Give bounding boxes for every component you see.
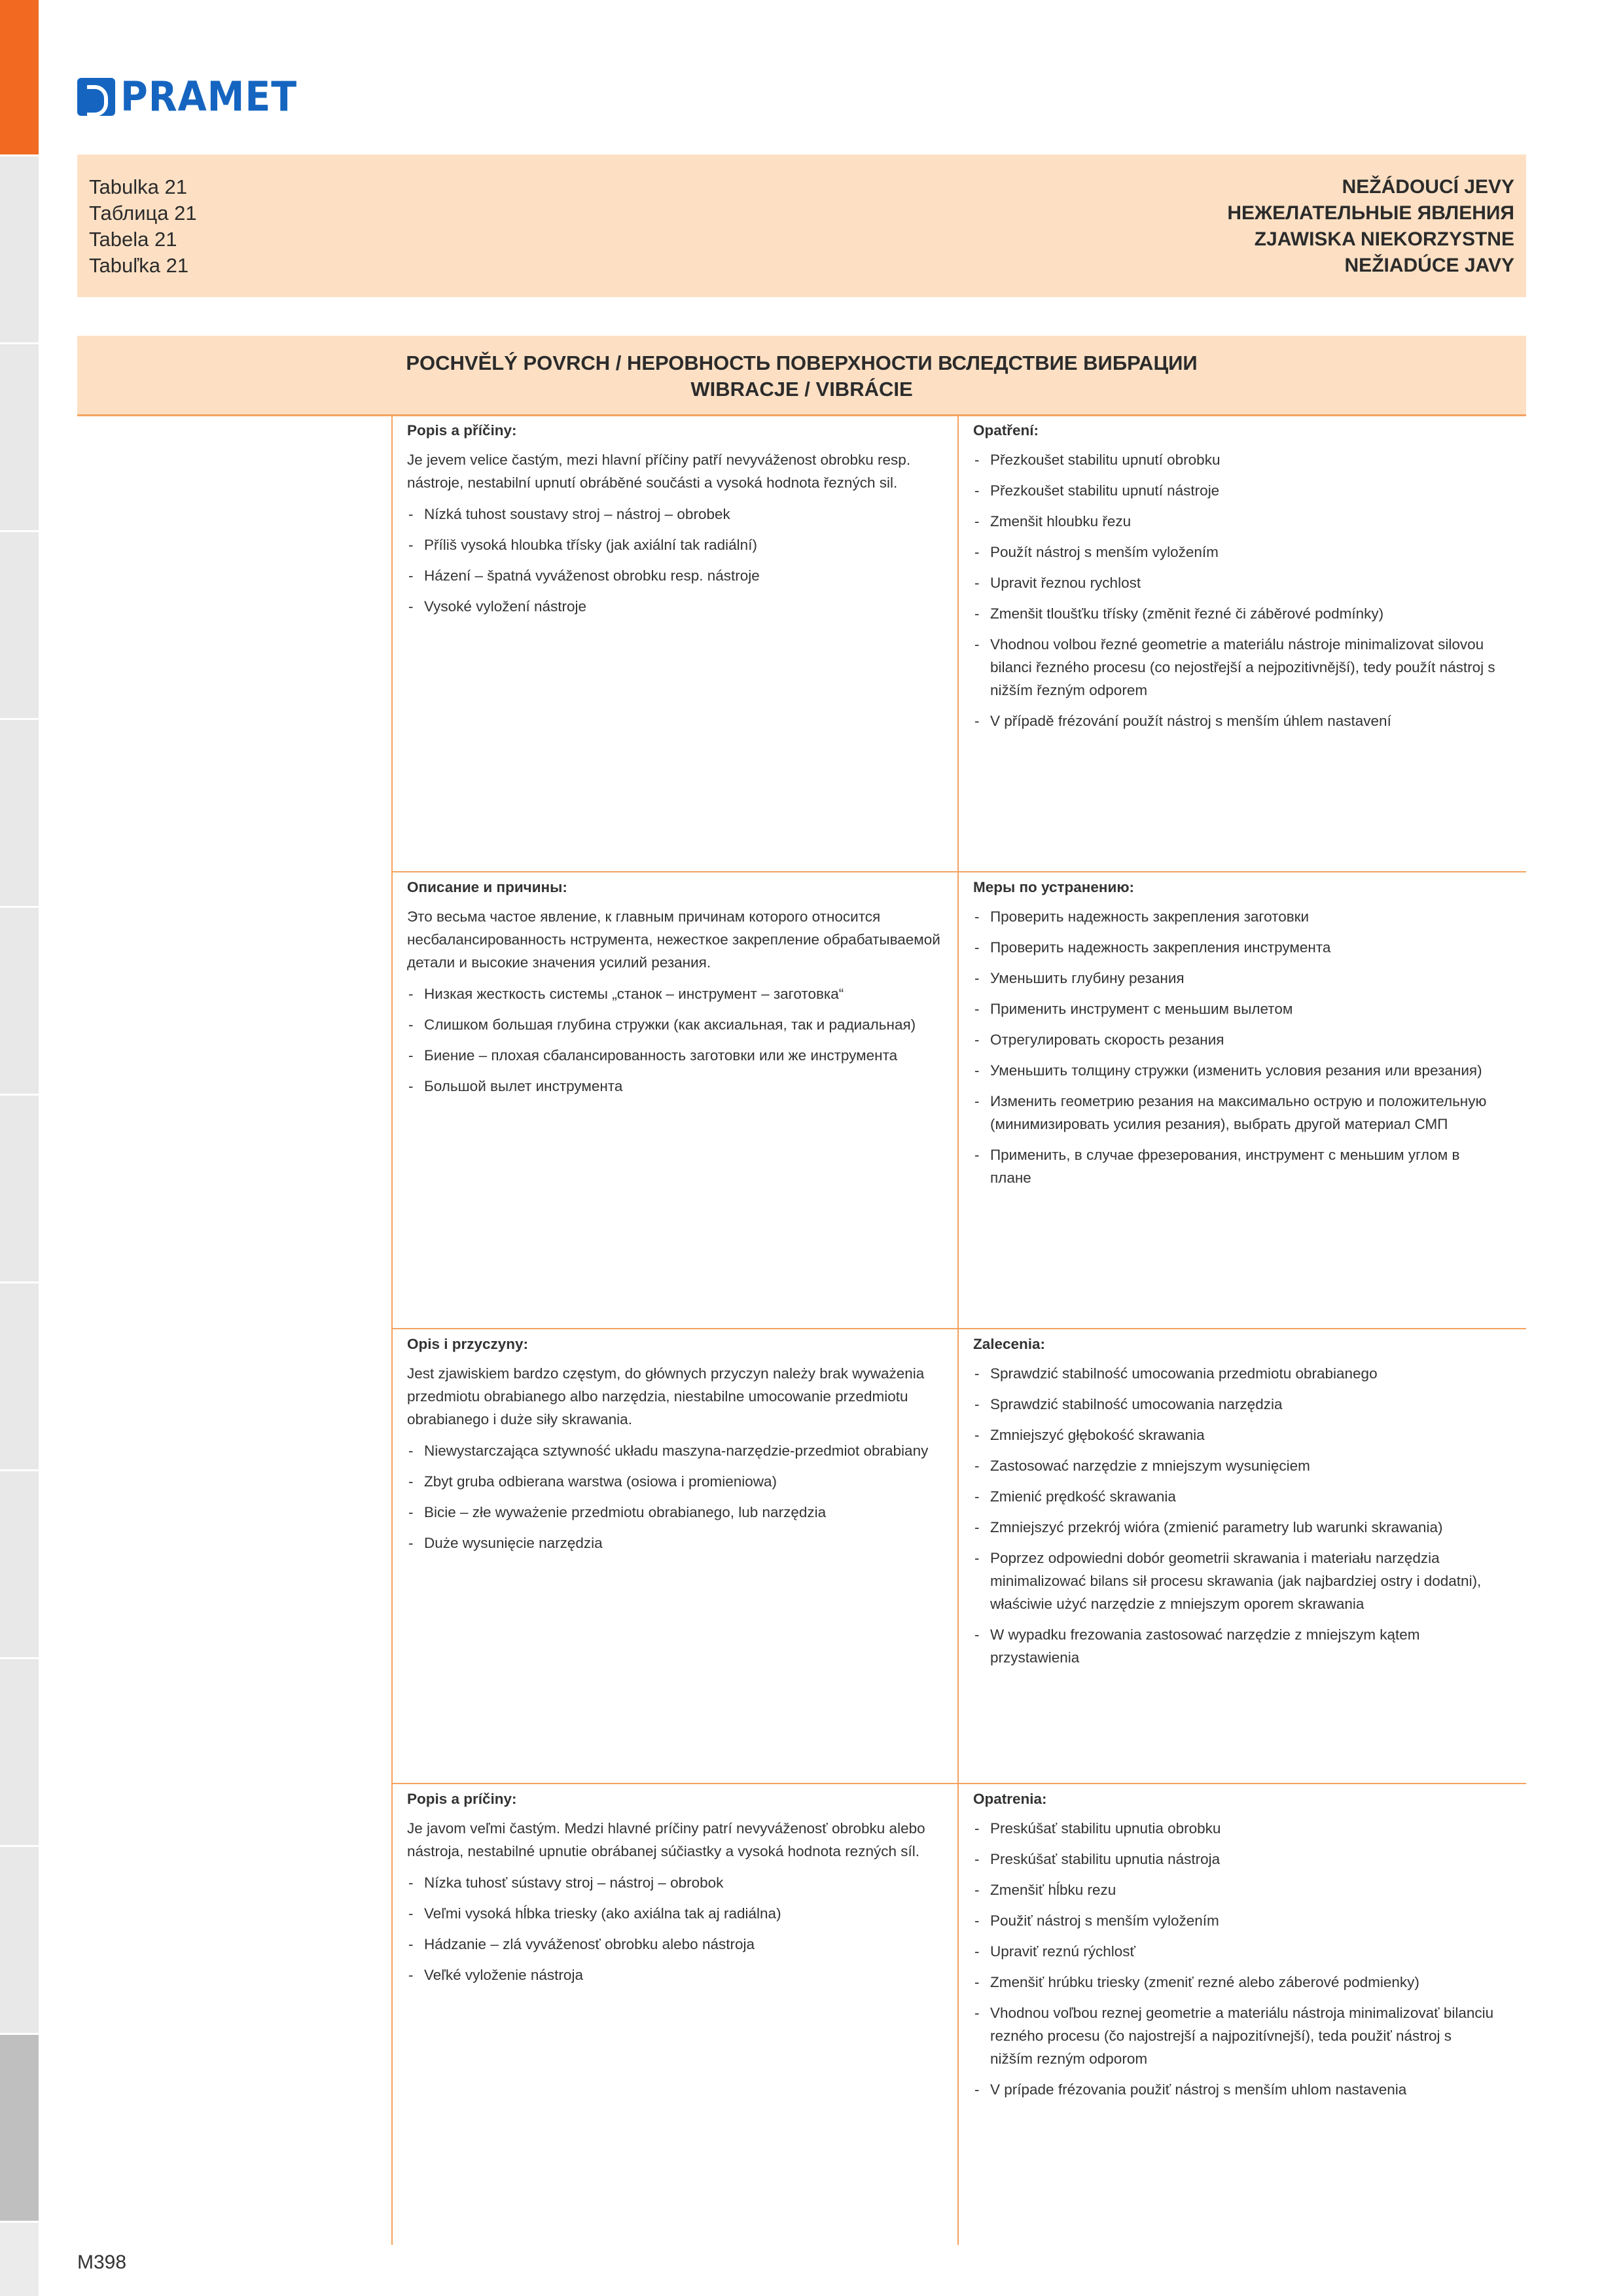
causes-heading: Popis a príčiny:	[407, 1791, 517, 1807]
measure-item: - Sprawdzić stabilność umocowania narzędzia	[973, 1393, 1497, 1416]
table-topic	[1227, 174, 1514, 279]
measure-item: - Zastosować narzędzie z mniejszym wysunięciem	[973, 1454, 1497, 1477]
causes-heading: Popis a příčiny:	[407, 422, 517, 439]
causes-heading: Opis i przyczyny:	[407, 1336, 529, 1352]
measures-cell-ru	[973, 876, 1497, 1197]
cause-item: - Hádzanie – zlá vyváženosť obrobku alebo nástroja	[407, 1933, 942, 1956]
measure-item: - Применить инструмент с меньшим вылетом	[973, 997, 1497, 1020]
cause-item: - Duże wysunięcie narzędzia	[407, 1532, 942, 1554]
measure-item: - Vhodnou voľbou reznej geometrie a materiálu nástroja minimalizovať bilanciu rezného procesu (čo najostrejší a najpozitívnejší), teda použiť nástroj s nižším rezným odporom	[973, 2001, 1497, 2070]
causes-cell-pl	[407, 1333, 942, 1562]
measure-item: - Применить, в случае фрезерования, инструмент с меньшим углом в плане	[973, 1143, 1497, 1189]
measure-item: - Použít nástroj s menším vyložením	[973, 541, 1497, 564]
side-tab[interactable]	[0, 344, 39, 532]
side-tab[interactable]	[0, 1283, 39, 1471]
side-tab[interactable]	[0, 1659, 39, 1847]
table-number-pl: Tabela 21	[89, 228, 177, 251]
row-divider	[391, 1328, 1526, 1329]
column-divider-left	[391, 416, 393, 2245]
measure-item: - Zmenšiť hĺbku rezu	[973, 1878, 1497, 1901]
measure-item: - Zmenšiť hrúbku triesky (zmeniť rezné alebo záberové podmienky)	[973, 1971, 1497, 1994]
measures-cell-pl	[973, 1333, 1497, 1677]
row-divider	[391, 1783, 1526, 1784]
cause-item: - Большой вылет инструмента	[407, 1075, 942, 1098]
measure-item: - Zmenšit tloušťku třísky (změnit řezné či záběrové podmínky)	[973, 602, 1497, 625]
measure-item: - V případě frézování použít nástroj s menším úhlem nastavení	[973, 709, 1497, 732]
measure-item: - Проверить надежность закрепления заготовки	[973, 905, 1497, 928]
measure-item: - Уменьшить глубину резания	[973, 967, 1497, 990]
cause-item: - Слишком большая глубина стружки (как аксиальная, так и радиальная)	[407, 1013, 942, 1036]
measure-item: - Отрегулировать скорость резания	[973, 1028, 1497, 1051]
measure-item: - Проверить надежность закрепления инструмента	[973, 936, 1497, 959]
cause-item: - Niewystarczająca sztywność układu maszyna-narzędzie-przedmiot obrabiany	[407, 1439, 942, 1462]
measures-heading: Opatření:	[973, 422, 1039, 439]
measures-cell-cz	[973, 419, 1497, 740]
causes-intro: Je javom veľmi častým. Medzi hlavné príčiny patrí nevyváženosť obrobku alebo nástroja, nestabilné upnutie obrábanej súčiastky a vysoká hodnota rezných síl.	[407, 1820, 925, 1859]
pramet-logo	[77, 73, 308, 120]
measures-heading: Zalecenia:	[973, 1336, 1046, 1352]
measure-item: - Preskúšať stabilitu upnutia nástroja	[973, 1848, 1497, 1871]
cause-item: - Nízká tuhost soustavy stroj – nástroj – obrobek	[407, 503, 942, 526]
table-number-cz: Tabulka 21	[89, 175, 187, 198]
side-tab[interactable]	[0, 908, 39, 1096]
pramet-logo-icon	[77, 78, 115, 116]
page-number: M398	[77, 2251, 127, 2273]
side-tab-active[interactable]	[0, 0, 39, 156]
problem-title-line2: WIBRACJE / VIBRÁCIE	[690, 378, 913, 401]
problem-title-line1: POCHVĚLÝ POVRCH / НЕРОВНОСТЬ ПОВЕРХНОСТИ ВСЛЕДСТВИЕ ВИБРАЦИИ	[406, 351, 1198, 374]
side-tab[interactable]	[0, 1847, 39, 2035]
measure-item: - W wypadku frezowania zastosować narzędzie z mniejszym kątem przystawienia	[973, 1623, 1497, 1669]
measure-item: - Přezkoušet stabilitu upnutí obrobku	[973, 448, 1497, 471]
side-tabs	[0, 0, 39, 2296]
causes-intro: Это весьма частое явление, к главным причинам которого относится несбалансированность нструмента, нежесткое закрепление обрабатываемой детали и высокие значения усилий резания.	[407, 908, 940, 971]
measure-item: - Použiť nástroj s menším vyložením	[973, 1909, 1497, 1932]
table-number-sk: Tabuľka 21	[89, 254, 189, 277]
causes-cell-ru	[407, 876, 942, 1105]
measure-item: - Zmienić prędkość skrawania	[973, 1485, 1497, 1508]
table-topic-cz: NEŽÁDOUCÍ JEVY	[1342, 176, 1514, 198]
cause-item: - Nízka tuhosť sústavy stroj – nástroj – obrobok	[407, 1871, 942, 1894]
causes-cell-cz	[407, 419, 942, 626]
measure-item: - Изменить геометрию резания на максимально острую и положительную (минимизировать усилия резания), выбрать другой материал СМП	[973, 1090, 1497, 1136]
measure-item: - Preskúšať stabilitu upnutia obrobku	[973, 1817, 1497, 1840]
side-tab[interactable]	[0, 1096, 39, 1283]
row-divider	[391, 871, 1526, 872]
cause-item: - Низкая жесткость системы „станок – инструмент – заготовка“	[407, 982, 942, 1005]
measure-item: - Přezkoušet stabilitu upnutí nástroje	[973, 479, 1497, 502]
measure-item: - Zmenšit hloubku řezu	[973, 510, 1497, 533]
side-tab[interactable]	[0, 720, 39, 908]
causes-cell-sk	[407, 1787, 942, 1994]
table-number	[89, 174, 197, 279]
measure-item: - Upraviť reznú rýchlosť	[973, 1940, 1497, 1963]
measures-heading: Меры по устранению:	[973, 879, 1135, 895]
measure-item: - Upravit řeznou rychlost	[973, 571, 1497, 594]
table-topic-ru: НЕЖЕЛАТЕЛЬНЫЕ ЯВЛЕНИЯ	[1227, 202, 1514, 224]
measure-item: - Vhodnou volbou řezné geometrie a materiálu nástroje minimalizovat silovou bilanci řezného procesu (co nejostřejší a nejpozitivnější), tedy použít nástroj s nižším řezným odporem	[973, 633, 1497, 702]
side-tab[interactable]	[0, 532, 39, 720]
table-topic-pl: ZJAWISKA NIEKORZYSTNE	[1254, 228, 1514, 250]
problem-title	[77, 336, 1526, 416]
cause-item: - Házení – špatná vyváženost obrobku resp. nástroje	[407, 564, 942, 587]
measures-heading: Opatrenia:	[973, 1791, 1047, 1807]
side-tab[interactable]	[0, 156, 39, 344]
cause-item: - Příliš vysoká hloubka třísky (jak axiální tak radiální)	[407, 533, 942, 556]
measures-cell-sk	[973, 1787, 1497, 2109]
cause-item: - Биение – плохая сбалансированность заготовки или же инструмента	[407, 1044, 942, 1067]
table-number-ru: Таблица 21	[89, 202, 197, 224]
side-tab-current[interactable]	[0, 2035, 39, 2223]
cause-item: - Veľmi vysoká hĺbka triesky (ako axiálna tak aj radiálna)	[407, 1902, 942, 1925]
table-topic-sk: NEŽIADÚCE JAVY	[1344, 255, 1514, 276]
measure-item: - Poprzez odpowiedni dobór geometrii skrawania i materiału narzędzia minimalizować bilans sił procesu skrawania (jak najbardziej ostry i dodatni), właściwie użyć narzędzie z mniejszym oporem skrawania	[973, 1547, 1497, 1615]
cause-item: - Vysoké vyložení nástroje	[407, 595, 942, 618]
measure-item: - Sprawdzić stabilność umocowania przedmiotu obrabianego	[973, 1362, 1497, 1385]
cause-item: - Veľké vyloženie nástroja	[407, 1964, 942, 1986]
side-tab[interactable]	[0, 1471, 39, 1659]
cause-item: - Zbyt gruba odbierana warstwa (osiowa i promieniowa)	[407, 1470, 942, 1493]
causes-intro: Je jevem velice častým, mezi hlavní příčiny patří nevyváženost obrobku resp. nástroje, nestabilní upnutí obráběné součásti a vysoká hodnota řezných sil.	[407, 452, 911, 491]
column-divider-middle	[957, 416, 959, 2245]
table-header	[77, 154, 1526, 297]
measure-item: - V prípade frézovania použiť nástroj s menším uhlom nastavenia	[973, 2078, 1497, 2101]
measure-item: - Zmniejszyć głębokość skrawania	[973, 1424, 1497, 1446]
measure-item: - Zmniejszyć przekrój wióra (zmienić parametry lub warunki skrawania)	[973, 1516, 1497, 1539]
causes-heading: Описание и причины:	[407, 879, 567, 895]
cause-item: - Bicie – złe wyważenie przedmiotu obrabianego, lub narzędzia	[407, 1501, 942, 1524]
brand-name: PRAMET	[120, 73, 298, 120]
causes-intro: Jest zjawiskiem bardzo częstym, do głównych przyczyn należy brak wyważenia przedmiotu obrabianego albo narzędzia, niestabilne umocowanie przedmiotu obrabianego i duże siły skrawania.	[407, 1365, 925, 1427]
measure-item: - Уменьшить толщину стружки (изменить условия резания или врезания)	[973, 1059, 1497, 1082]
